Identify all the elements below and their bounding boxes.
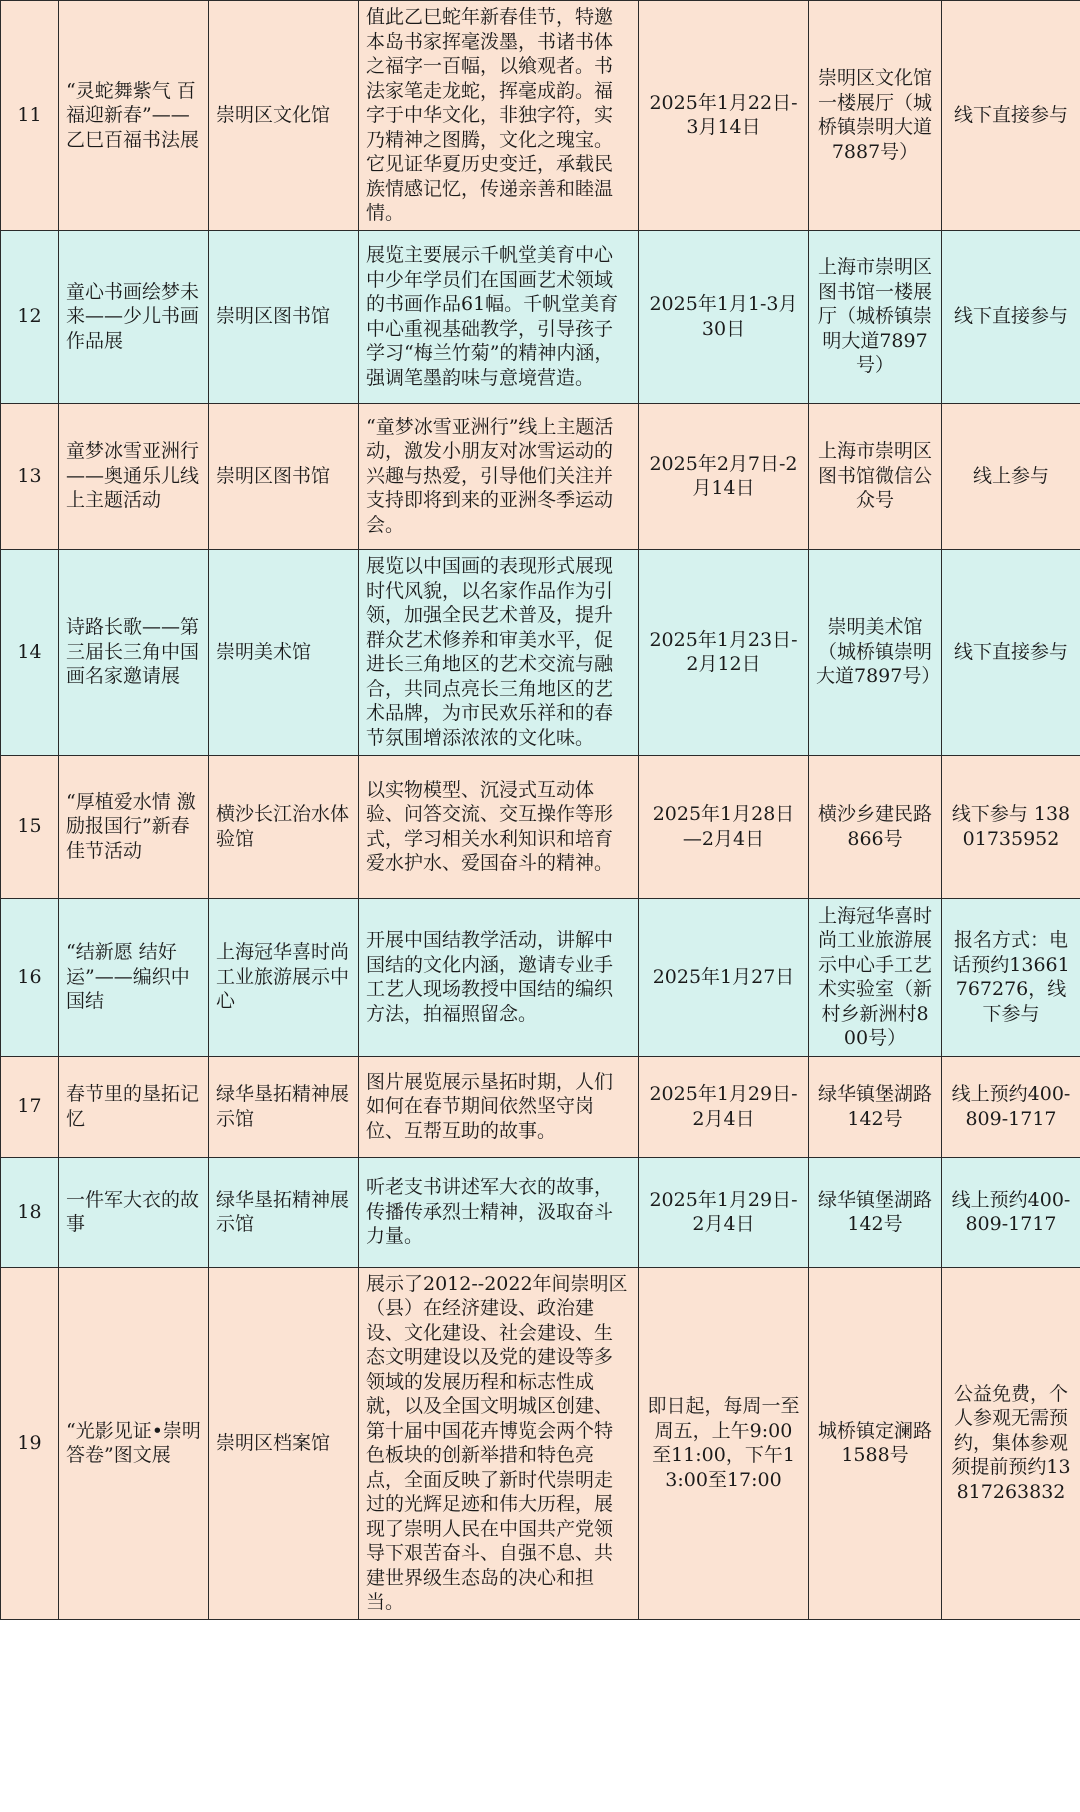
row-number: 15 <box>1 755 59 898</box>
activity-time: 2025年1月22日-3月14日 <box>639 1 809 231</box>
activity-content: 展览主要展示千帆堂美育中心中少年学员们在国画艺术领域的书画作品61幅。千帆堂美育中心重视基础教学，引导孩子学习“梅兰竹菊”的精神内涵，强调笔墨韵味与意境营造。 <box>359 230 639 403</box>
activity-name: “结新愿 结好运”——编织中国结 <box>59 898 209 1056</box>
activity-location: 上海市崇明区图书馆一楼展厅（城桥镇崇明大道7897号） <box>809 230 942 403</box>
organizer: 绿华垦拓精神展示馆 <box>209 1056 359 1157</box>
activity-location: 绿华镇堡湖路142号 <box>809 1157 942 1267</box>
table-row <box>1 1 1080 231</box>
table-row <box>1 1157 1080 1267</box>
activity-time: 2025年2月7日-2月14日 <box>639 403 809 549</box>
activity-content: 展览以中国画的表现形式展现时代风貌，以名家作品作为引领，加强全民艺术普及，提升群众艺术修养和审美水平，促进长三角地区的艺术交流与融合，共同点亮长三角地区的艺术品牌，为市民欢乐祥和的春节氛围增添浓浓的文化味。 <box>359 549 639 755</box>
activity-content: 值此乙巳蛇年新春佳节，特邀本岛书家挥毫泼墨，书诸书体之福字一百幅，以飨观者。书法家笔走龙蛇，挥毫成韵。福字于中华文化，非独字符，实乃精神之图腾，文化之瑰宝。它见证华夏历史变迁，承载民族情感记忆，传递亲善和睦温情。 <box>359 1 639 231</box>
activity-location: 上海冠华喜时尚工业旅游展示中心手工艺术实验室（新村乡新洲村800号） <box>809 898 942 1056</box>
activity-time: 2025年1月27日 <box>639 898 809 1056</box>
activity-name: 童心书画绘梦未来——少儿书画作品展 <box>59 230 209 403</box>
activity-location: 城桥镇定澜路1588号 <box>809 1267 942 1619</box>
table-row <box>1 403 1080 549</box>
activity-time: 2025年1月29日-2月4日 <box>639 1157 809 1267</box>
participation-way: 线上预约400-809-1717 <box>942 1157 1080 1267</box>
activity-name: 童梦冰雪亚洲行——奥通乐儿线上主题活动 <box>59 403 209 549</box>
activity-time: 2025年1月23日-2月12日 <box>639 549 809 755</box>
row-number: 17 <box>1 1056 59 1157</box>
activity-location: 绿华镇堡湖路142号 <box>809 1056 942 1157</box>
activity-content: “童梦冰雪亚洲行”线上主题活动，激发小朋友对冰雪运动的兴趣与热爱，引导他们关注并支持即将到来的亚洲冬季运动会。 <box>359 403 639 549</box>
activity-location: 横沙乡建民路866号 <box>809 755 942 898</box>
table-row <box>1 898 1080 1056</box>
activity-location: 上海市崇明区图书馆微信公众号 <box>809 403 942 549</box>
table-row <box>1 549 1080 755</box>
activity-name: “灵蛇舞紫气 百福迎新春”——乙巳百福书法展 <box>59 1 209 231</box>
organizer: 崇明区图书馆 <box>209 230 359 403</box>
participation-way: 线下直接参与 <box>942 1 1080 231</box>
participation-way: 线下直接参与 <box>942 549 1080 755</box>
row-number: 16 <box>1 898 59 1056</box>
row-number: 11 <box>1 1 59 231</box>
organizer: 崇明区档案馆 <box>209 1267 359 1619</box>
table-row <box>1 755 1080 898</box>
row-number: 19 <box>1 1267 59 1619</box>
organizer: 崇明区文化馆 <box>209 1 359 231</box>
organizer: 绿华垦拓精神展示馆 <box>209 1157 359 1267</box>
activity-content: 展示了2012--2022年间崇明区（县）在经济建设、政治建设、文化建设、社会建设、生态文明建设以及党的建设等多领域的发展历程和标志性成就，以及全国文明城区创建、第十届中国花卉博览会两个特色板块的创新举措和特色亮点，全面反映了新时代崇明走过的光辉足迹和伟大历程，展现了崇明人民在中国共产党领导下艰苦奋斗、自强不息、共建世界级生态岛的决心和担当。 <box>359 1267 639 1619</box>
table-row <box>1 1056 1080 1157</box>
activity-time: 2025年1月29日-2月4日 <box>639 1056 809 1157</box>
activity-name: “厚植爱水情 激励报国行”新春佳节活动 <box>59 755 209 898</box>
activity-content: 图片展览展示垦拓时期，人们如何在春节期间依然坚守岗位、互帮互助的故事。 <box>359 1056 639 1157</box>
organizer: 崇明区图书馆 <box>209 403 359 549</box>
table-body <box>1 1 1080 1620</box>
participation-way: 线下直接参与 <box>942 230 1080 403</box>
activity-location: 崇明区文化馆一楼展厅（城桥镇崇明大道7887号） <box>809 1 942 231</box>
activity-name: “光影见证•崇明答卷”图文展 <box>59 1267 209 1619</box>
row-number: 13 <box>1 403 59 549</box>
activity-location: 崇明美术馆（城桥镇崇明大道7897号） <box>809 549 942 755</box>
row-number: 14 <box>1 549 59 755</box>
activity-name: 春节里的垦拓记忆 <box>59 1056 209 1157</box>
table-row <box>1 1267 1080 1619</box>
row-number: 18 <box>1 1157 59 1267</box>
activity-content: 以实物模型、沉浸式互动体验、问答交流、交互操作等形式，学习相关水利知识和培育爱水护水、爱国奋斗的精神。 <box>359 755 639 898</box>
activity-content: 开展中国结教学活动，讲解中国结的文化内涵，邀请专业手工艺人现场教授中国结的编织方法，拍福照留念。 <box>359 898 639 1056</box>
activity-time: 2025年1月28日—2月4日 <box>639 755 809 898</box>
participation-way: 线上参与 <box>942 403 1080 549</box>
activity-name: 诗路长歌——第三届长三角中国画名家邀请展 <box>59 549 209 755</box>
activity-time: 2025年1月1-3月30日 <box>639 230 809 403</box>
organizer: 崇明美术馆 <box>209 549 359 755</box>
activity-time: 即日起，每周一至周五，上午9:00至11:00，下午13:00至17:00 <box>639 1267 809 1619</box>
table-row <box>1 230 1080 403</box>
row-number: 12 <box>1 230 59 403</box>
activity-content: 听老支书讲述军大衣的故事，传播传承烈士精神，汲取奋斗力量。 <box>359 1157 639 1267</box>
organizer: 横沙长江治水体验馆 <box>209 755 359 898</box>
participation-way: 线下参与 13801735952 <box>942 755 1080 898</box>
participation-way: 报名方式：电话预约13661767276，线下参与 <box>942 898 1080 1056</box>
activity-name: 一件军大衣的故事 <box>59 1157 209 1267</box>
participation-way: 公益免费，个人参观无需预约，集体参观须提前预约13817263832 <box>942 1267 1080 1619</box>
participation-way: 线上预约400-809-1717 <box>942 1056 1080 1157</box>
organizer: 上海冠华喜时尚工业旅游展示中心 <box>209 898 359 1056</box>
